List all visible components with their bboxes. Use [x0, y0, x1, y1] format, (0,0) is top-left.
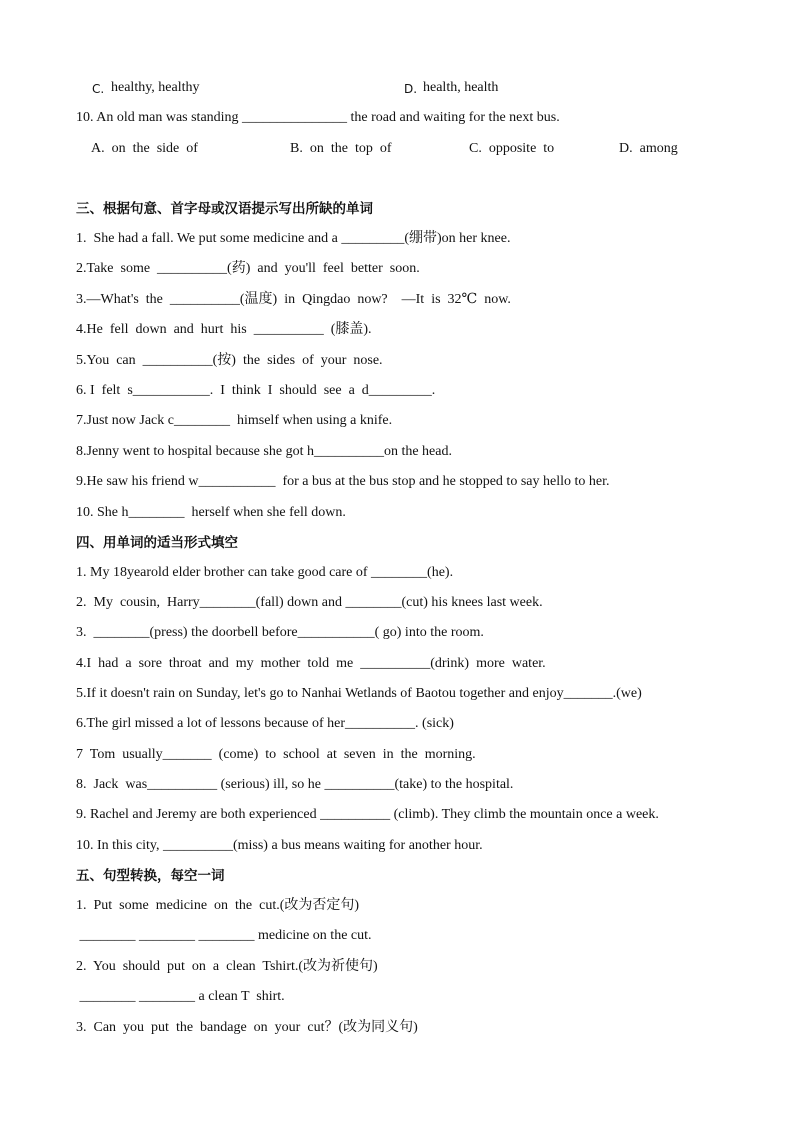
option-d-text: health, health [423, 80, 499, 95]
s4-item-9: 9. Rachel and Jeremy are both experienced __________ (climb). They climb the mountain once a week. [76, 807, 659, 822]
question-10: 10. An old man was standing _______________ the road and waiting for the next bus. [76, 110, 560, 125]
s3-item-1: 1. She had a fall. We put some medicine and a _________(绷带)on her knee. [76, 231, 511, 246]
option-c-letter: C. [92, 82, 105, 96]
option-c-text: healthy, healthy [111, 80, 200, 95]
q10-option-a: A. on the side of [91, 141, 198, 156]
s5-line-4: ________ ________ a clean T shirt. [76, 989, 285, 1004]
section-5-heading: 五、句型转换，每空一词 [76, 868, 225, 884]
s4-item-8: 8. Jack was__________ (serious) ill, so he __________(take) to the hospital. [76, 777, 514, 792]
option-d-letter: D. [404, 82, 418, 96]
s5-line-5: 3. Can you put the bandage on your cut？(改为同义句) [76, 1020, 418, 1035]
q10-option-d: D. among [619, 141, 678, 156]
s3-item-5: 5.You can __________(按) the sides of your nose. [76, 353, 383, 368]
q10-option-c: C. opposite to [469, 141, 555, 156]
q10-option-b: B. on the top of [290, 141, 392, 156]
s4-item-4: 4.I had a sore throat and my mother told me __________(drink) more water. [76, 656, 546, 671]
s5-line-1: 1. Put some medicine on the cut.(改为否定句) [76, 898, 360, 913]
section-4-heading: 四、用单词的适当形式填空 [76, 535, 238, 551]
s3-item-6: 6. I felt s___________. I think I should see a d_________. [76, 383, 436, 398]
s3-item-7: 7.Just now Jack c________ himself when using a knife. [76, 413, 393, 428]
s4-item-1: 1. My 18yearold elder brother can take good care of ________(he). [76, 565, 454, 580]
s3-item-4: 4.He fell down and hurt his __________ (膝盖). [76, 322, 372, 337]
s4-item-2: 2. My cousin, Harry________(fall) down and ________(cut) his knees last week. [76, 595, 543, 610]
s5-line-2: ________ ________ ________ medicine on the cut. [76, 928, 372, 943]
s3-item-2: 2.Take some __________(药) and you'll feel better soon. [76, 261, 420, 276]
s3-item-10: 10. She h________ herself when she fell down. [76, 505, 346, 520]
s4-item-3: 3. ________(press) the doorbell before___________( go) into the room. [76, 625, 484, 640]
s4-item-6: 6.The girl missed a lot of lessons because of her__________. (sick) [76, 716, 454, 731]
s3-item-9: 9.He saw his friend w___________ for a bus at the bus stop and he stopped to say hello to her. [76, 474, 610, 489]
section-3-heading: 三、根据句意、首字母或汉语提示写出所缺的单词 [76, 201, 373, 217]
s4-item-10: 10. In this city, __________(miss) a bus means waiting for another hour. [76, 838, 483, 853]
s3-item-8: 8.Jenny went to hospital because she got h__________on the head. [76, 444, 452, 459]
s5-line-3: 2. You should put on a clean Tshirt.(改为祈使句) [76, 959, 378, 974]
s4-item-7: 7 Tom usually_______ (come) to school at seven in the morning. [76, 747, 476, 762]
s4-item-5: 5.If it doesn't rain on Sunday, let's go to Nanhai Wetlands of Baotou together and enjoy_______.(we) [76, 686, 642, 701]
s3-item-3: 3.—What's the __________(温度) in Qingdao now? —It is 32℃ now. [76, 292, 511, 307]
